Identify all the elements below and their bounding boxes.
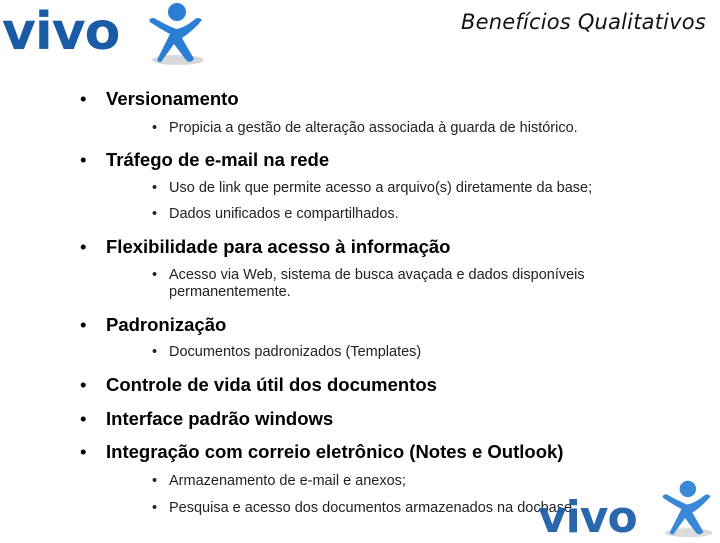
heading-text: Integração com correio eletrônico (Notes e Outlook) <box>106 441 564 462</box>
sub-bullet-marker: • <box>152 180 158 196</box>
sub-bullet-marker: • <box>152 473 158 489</box>
vivo-figure-icon <box>654 478 718 540</box>
bullet-marker: • <box>80 314 87 335</box>
heading-text: Padronização <box>106 314 227 335</box>
bullet-marker: • <box>80 88 87 109</box>
sub-bullet-marker: • <box>152 344 158 360</box>
sub-bullet-text: Pesquisa e acesso dos documentos armazenados na docbase. <box>169 500 577 516</box>
sub-bullet-text: Armazenamento de e-mail e anexos; <box>169 473 406 489</box>
heading-text: Flexibilidade para acesso à informação <box>106 236 451 257</box>
bullet-marker: • <box>80 441 87 462</box>
bullet-marker: • <box>80 374 87 395</box>
heading-text: Versionamento <box>106 88 239 109</box>
bullet-marker: • <box>80 149 87 170</box>
sub-bullet-text: Acesso via Web, sistema de busca avaçada e dados disponíveis permanentemente. <box>169 267 585 300</box>
sub-bullet-marker: • <box>152 120 158 136</box>
sub-bullet-text: Documentos padronizados (Templates) <box>169 344 422 360</box>
sub-bullet-text: Uso de link que permite acesso a arquivo(s) diretamente da base; <box>169 180 593 196</box>
sub-bullet-text: Propicia a gestão de alteração associada à guarda de histórico. <box>169 120 578 136</box>
bullet-marker: • <box>80 408 87 429</box>
heading-text: Controle de vida útil dos documentos <box>106 374 437 395</box>
vivo-wordmark: vivo <box>538 492 637 543</box>
heading-text: Interface padrão windows <box>106 408 334 429</box>
sub-bullet-marker: • <box>152 500 158 516</box>
slide-title: Benefícios Qualitativos <box>461 10 706 34</box>
sub-bullet-text: Dados unificados e compartilhados. <box>169 206 399 222</box>
bullet-marker: • <box>80 236 87 257</box>
vivo-logo-footer <box>528 478 720 543</box>
heading-text: Tráfego de e-mail na rede <box>106 149 330 170</box>
sub-bullet-marker: • <box>152 267 158 283</box>
sub-bullet-marker: • <box>152 206 158 222</box>
vivo-wordmark: vivo <box>2 2 120 62</box>
